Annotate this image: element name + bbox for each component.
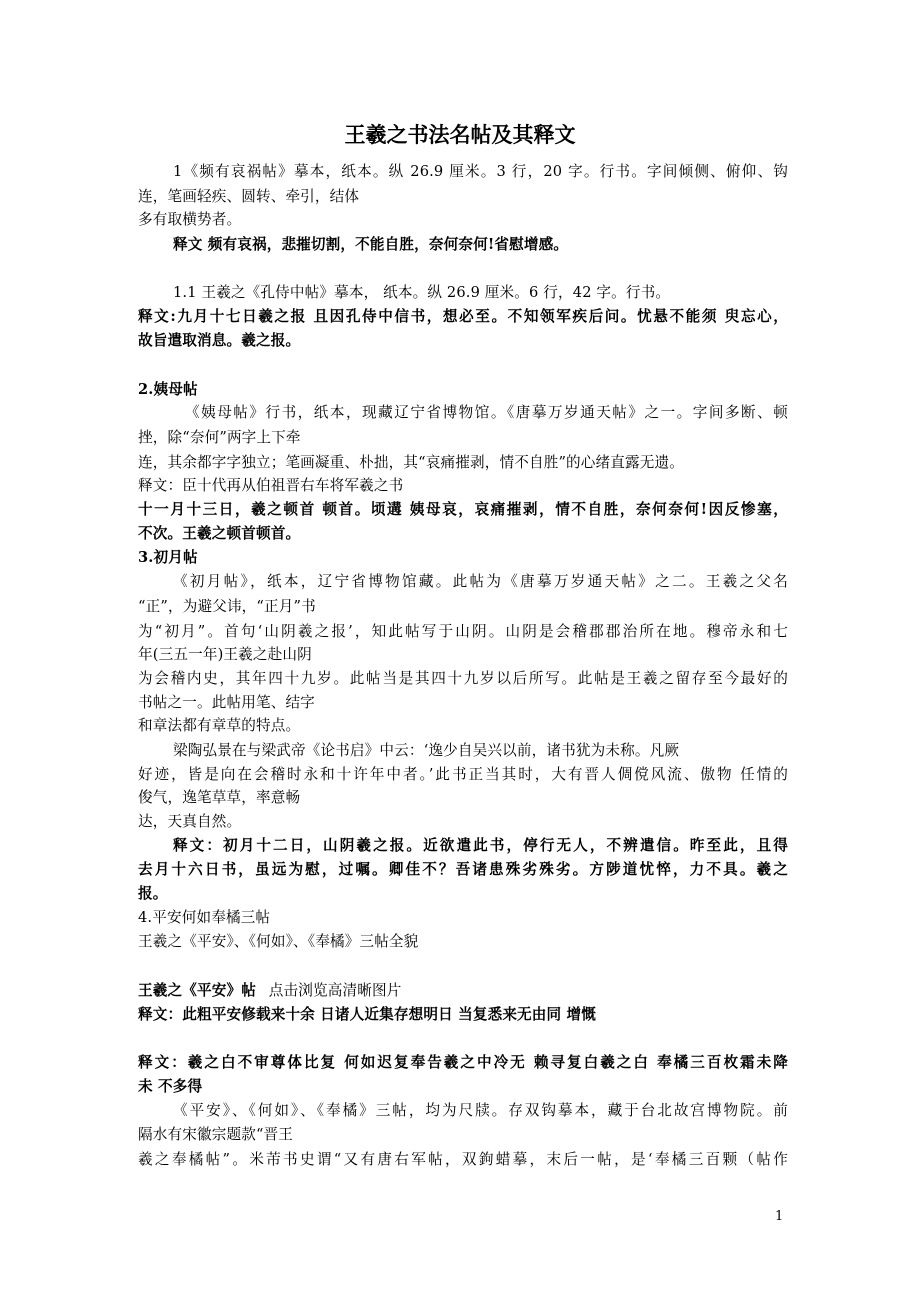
- text-line: 和章法都有章草的特点。: [138, 717, 301, 734]
- annotation-line: 释文:九月十七日羲之报 且因孔侍中信书，想必至。不知领军疾后问。忧悬不能须 臾忘心，: [138, 308, 788, 325]
- page-number: 1: [775, 1209, 784, 1224]
- view-hd-image-link[interactable]: 点击浏览高清晰图片: [268, 982, 402, 999]
- text-line: 连，笔画轻疾、圆转、牵引，结体: [138, 188, 360, 205]
- text-line: 羲之奉橘帖”。米芾书史谓“又有唐右军帖，双鉤蜡摹，末后一帖，是‘奉橘三百颗（帖作: [138, 1151, 788, 1168]
- text-line: 为会稽内史，其年四十九岁。此帖当是其四十九岁以后所写。此帖是王羲之留存至今最好的: [138, 670, 788, 687]
- text-line: 年(三五一年)王羲之赴山阴: [138, 646, 312, 663]
- section-heading: 2.姨母帖: [138, 381, 198, 398]
- text-line: 好迹，皆是向在会稽时永和十许年中者。’此书正当其时，大有晋人倜傥风流、傲物 任情的: [138, 766, 788, 783]
- text-line: “正”，为避父讳，“正月”书: [138, 598, 316, 615]
- text-line: 1《频有哀祸帖》摹本，纸本。纵 26.9 厘米。3 行，20 字。行书。字间倾侧、俯仰、钩: [173, 163, 788, 180]
- text-line: 多有取横势者。: [138, 211, 242, 228]
- text-line: 连，其余都字字独立；笔画凝重、朴拙，其“哀痛摧剥，情不自胜”的心绪直露无遗。: [138, 454, 684, 471]
- annotation-line: 十一月十三日，羲之顿首 顿首。顷遘 姨母哀，哀痛摧剥，情不自胜，奈何奈何!因反惨塞，: [138, 501, 788, 518]
- text-line: 书帖之一。此帖用笔、结字: [138, 694, 315, 711]
- annotation-line: 释文：此粗平安修载来十余 日诸人近集存想明日 当复悉来无由同 增慨: [138, 1006, 597, 1023]
- text-line: 为“初月”。首句‘山阴羲之报’，知此帖写于山阴。山阴是会稽郡郡治所在地。穆帝永和七: [138, 623, 788, 640]
- annotation-line: 释文：初月十二日，山阴羲之报。近欲遣此书，停行无人，不辨遣信。昨至此，且得: [173, 837, 788, 854]
- section-heading: 4.平安何如奉橘三帖: [138, 909, 271, 926]
- annotation-line: 释文 频有哀祸，悲摧切割，不能自胜，奈何奈何!省慰增感。: [173, 236, 569, 253]
- annotation-line: 不次。王羲之顿首顿首。: [138, 525, 301, 542]
- section-heading: 3.初月帖: [138, 549, 198, 566]
- text-line: 隔水有宋徽宗题款“晋王: [138, 1126, 294, 1143]
- annotation-line: 释文：羲之白不审尊体比复 何如迟复奉告羲之中冷无 赖寻复白羲之白 奉橘三百枚霜未降: [138, 1054, 788, 1071]
- text-line: 梁陶弘景在与梁武帝《论书启》中云：‘逸少自吴兴以前，诸书犹为未称。凡厥: [173, 742, 680, 759]
- annotation-line: 故旨遣取消息。羲之报。: [138, 332, 301, 349]
- text-line: 《初月帖》，纸本，辽宁省博物馆藏。此帖为《唐摹万岁通天帖》之二。王羲之父名: [173, 573, 788, 590]
- annotation-line: 释文：臣十代再从伯祖晋右车将军羲之书: [138, 477, 404, 494]
- text-line: 达，天真自然。: [138, 813, 242, 830]
- annotation-line: 报。: [138, 885, 168, 902]
- text-line: [138, 979, 920, 1003]
- calligraphy-caption: 王羲之《平安》帖: [138, 982, 256, 999]
- annotation-line: 去月十六日书，虽远为慰，过嘱。卿佳不？吾诸患殊劣殊劣。方陟道忧悴，力不具。羲之: [138, 861, 788, 878]
- text-line: 1.1 王羲之《孔侍中帖》摹本， 纸本。纵 26.9 厘米。6 行，42 字。行书。: [173, 284, 671, 301]
- text-line: 挫，除“奈何”两字上下牵: [138, 429, 301, 446]
- text-line: 《姨母帖》行书，纸本，现藏辽宁省博物馆。《唐摹万岁通天帖》之一。字间多断、顿: [185, 404, 788, 421]
- text-line: 俊气，逸笔草草，率意畅: [138, 789, 301, 806]
- annotation-line: 未 不多得: [138, 1078, 203, 1095]
- text-line: 《平安》、《何如》、《奉橘》三帖，均为尺牍。存双钩摹本，藏于台北故宫博物院。前: [173, 1102, 788, 1119]
- text-line: 王羲之《平安》、《何如》、《奉橘》三帖全貌: [138, 933, 419, 950]
- page-title: 王羲之书法名帖及其释文: [344, 122, 576, 147]
